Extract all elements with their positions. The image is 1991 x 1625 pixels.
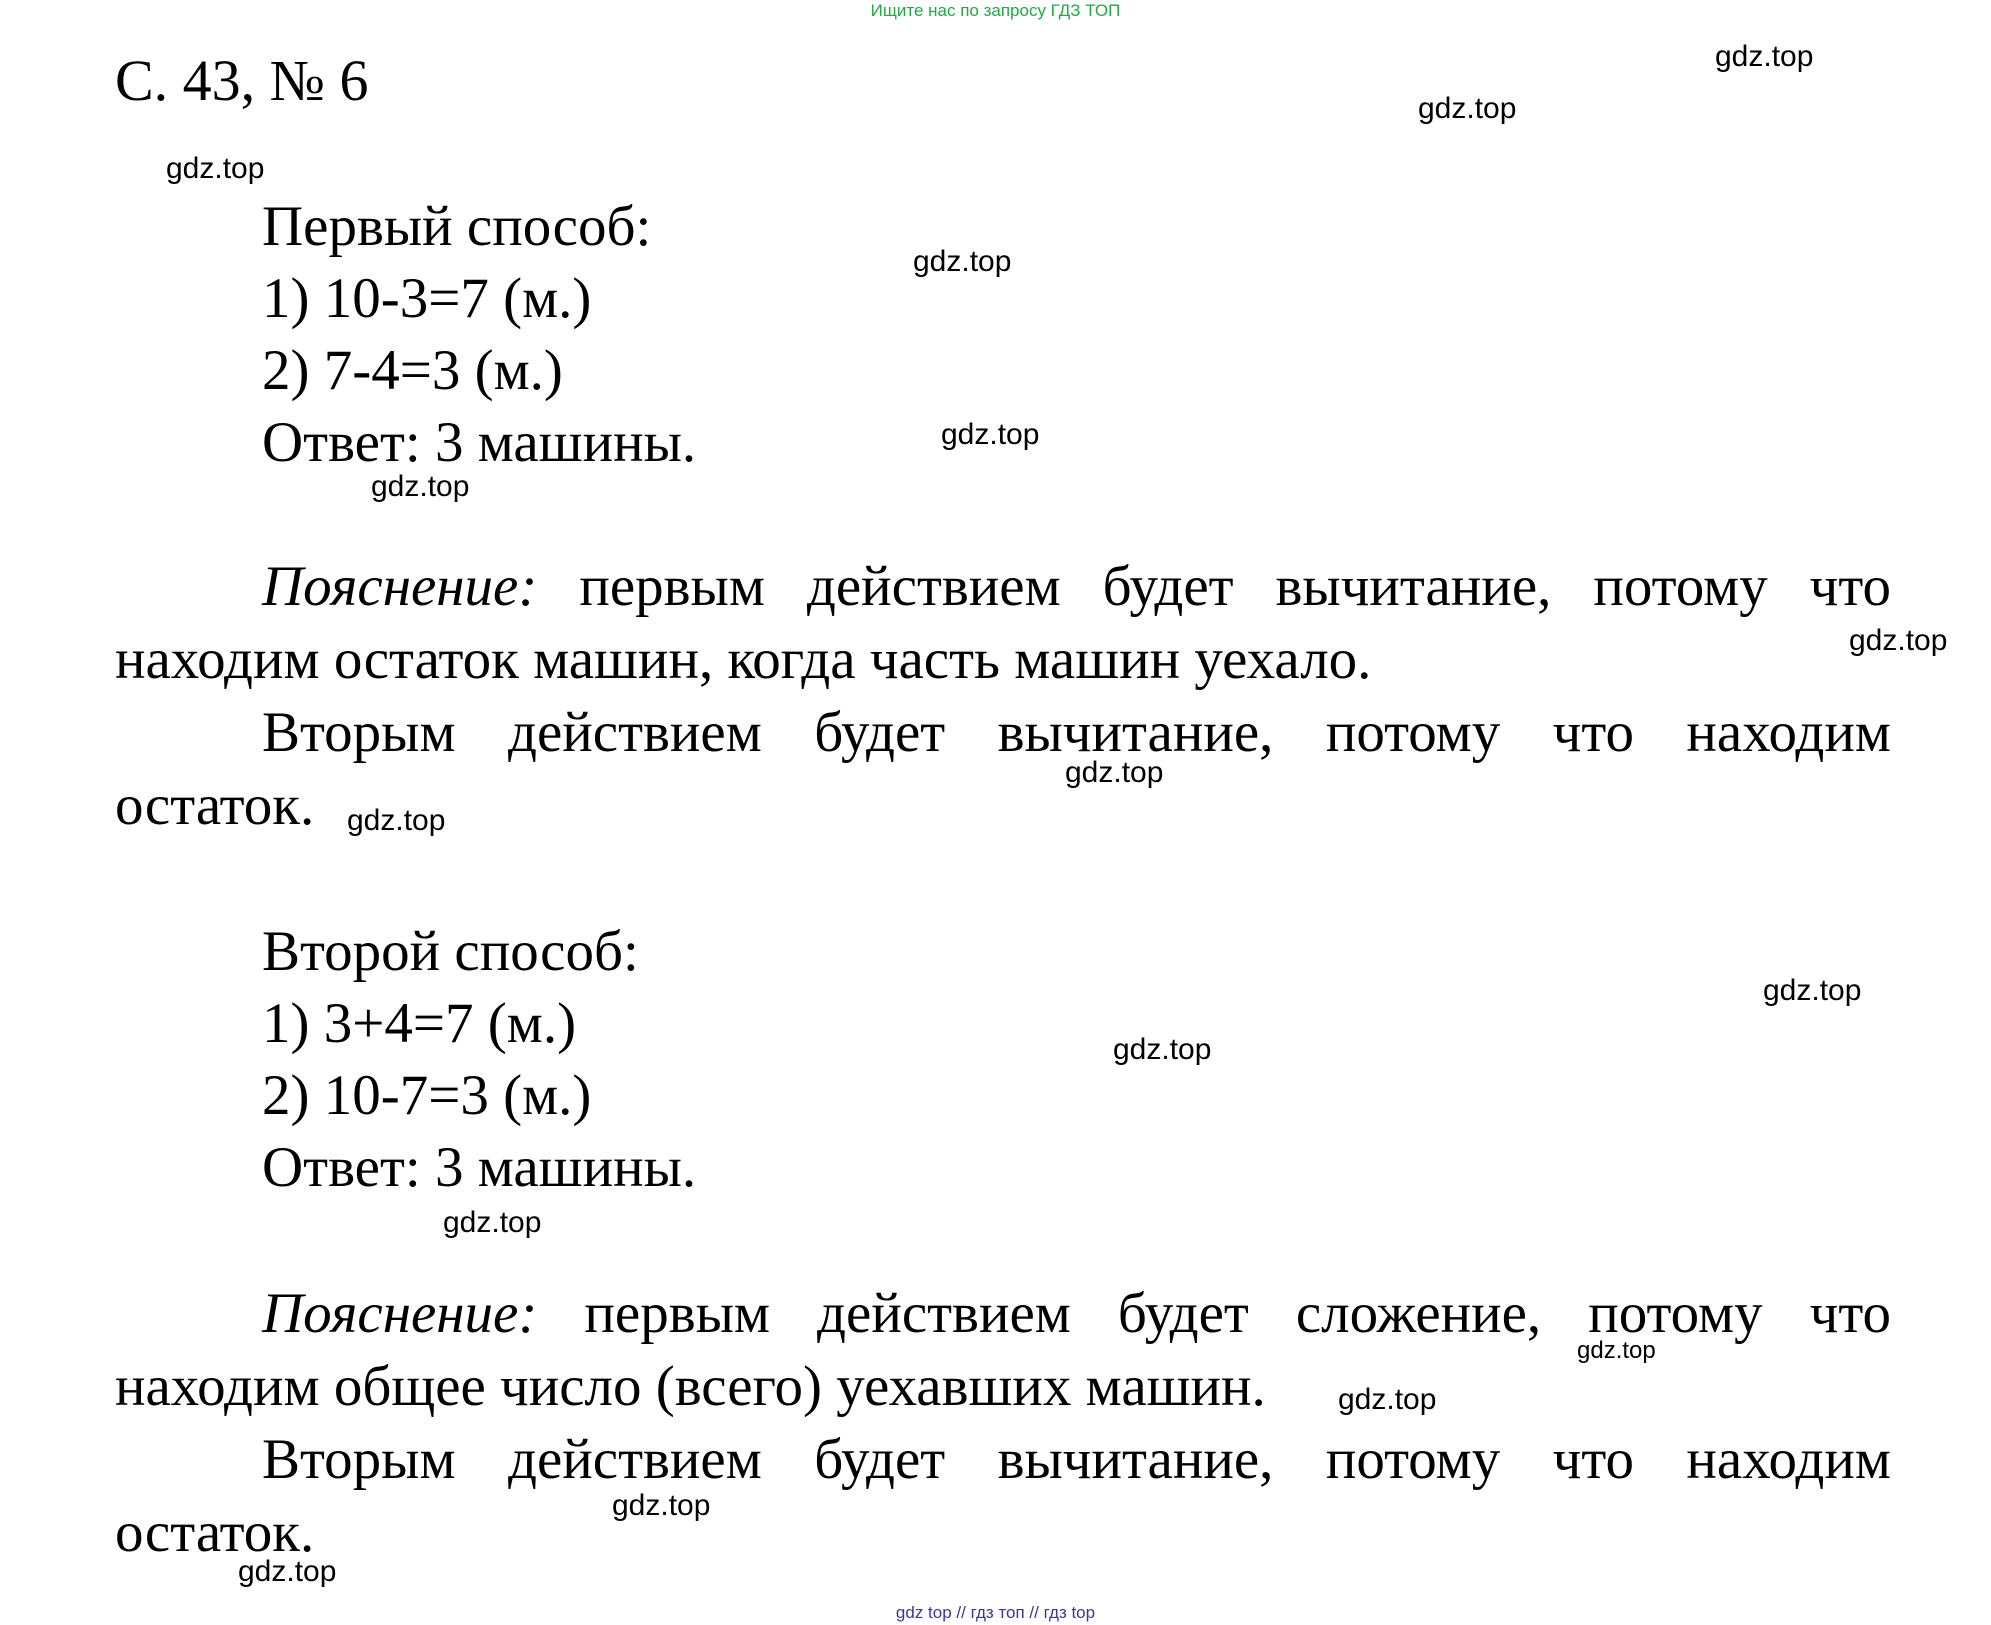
watermark: gdz.top xyxy=(166,152,265,185)
watermark: gdz.top xyxy=(1577,1337,1656,1364)
watermark: gdz.top xyxy=(347,804,446,837)
watermark: gdz.top xyxy=(1065,756,1164,789)
method2-explanation-2 xyxy=(115,1423,1891,1569)
method2-step-1: 1) 3+4=7 (м.) xyxy=(262,992,577,1055)
method2-title: Второй способ: xyxy=(262,920,639,983)
explanation-text-continued: остаток. xyxy=(115,1501,315,1564)
watermark: gdz.top xyxy=(238,1555,337,1588)
explanation-label: Пояснение: xyxy=(262,555,538,618)
watermark: gdz.top xyxy=(913,245,1012,278)
explanation-label: Пояснение: xyxy=(262,1282,538,1345)
page-title: С. 43, № 6 xyxy=(115,48,369,113)
watermark: gdz.top xyxy=(612,1489,711,1522)
explanation-text-continued: остаток. xyxy=(115,774,315,837)
watermark: gdz.top xyxy=(1849,624,1948,657)
footer: gdz top // гдз топ // гдз top xyxy=(895,1603,1096,1622)
top-banner: Ищите нас по запросу ГДЗ ТОП xyxy=(870,1,1121,20)
watermark: gdz.top xyxy=(1113,1033,1212,1066)
watermark: gdz.top xyxy=(1418,92,1517,125)
method1-step-1: 1) 10-3=7 (м.) xyxy=(262,267,592,330)
method2-answer: Ответ: 3 машины. xyxy=(262,1136,697,1199)
method1-step-2: 2) 7-4=3 (м.) xyxy=(262,339,563,402)
explanation-text: Вторым действием будет вычитание, потому что находим xyxy=(262,701,1891,764)
explanation-text-continued: находим остаток машин, когда часть машин уехало. xyxy=(115,628,1372,691)
method1-answer: Ответ: 3 машины. xyxy=(262,411,697,474)
explanation-text: Вторым действием будет вычитание, потому что находим xyxy=(262,1428,1891,1491)
watermark: gdz.top xyxy=(1715,40,1814,73)
watermark: gdz.top xyxy=(443,1206,542,1239)
explanation-text-continued: находим общее число (всего) уехавших машин. xyxy=(115,1355,1266,1418)
watermark: gdz.top xyxy=(1338,1383,1437,1416)
explanation-text: первым действием будет вычитание, потому что xyxy=(579,555,1892,618)
method1-explanation-1 xyxy=(115,550,1891,696)
explanation-text: первым действием будет сложение, потому что xyxy=(584,1282,1891,1345)
method1-title: Первый способ: xyxy=(262,195,652,258)
method2-step-2: 2) 10-7=3 (м.) xyxy=(262,1064,592,1127)
watermark: gdz.top xyxy=(371,470,470,503)
watermark: gdz.top xyxy=(1763,974,1862,1007)
watermark: gdz.top xyxy=(941,418,1040,451)
